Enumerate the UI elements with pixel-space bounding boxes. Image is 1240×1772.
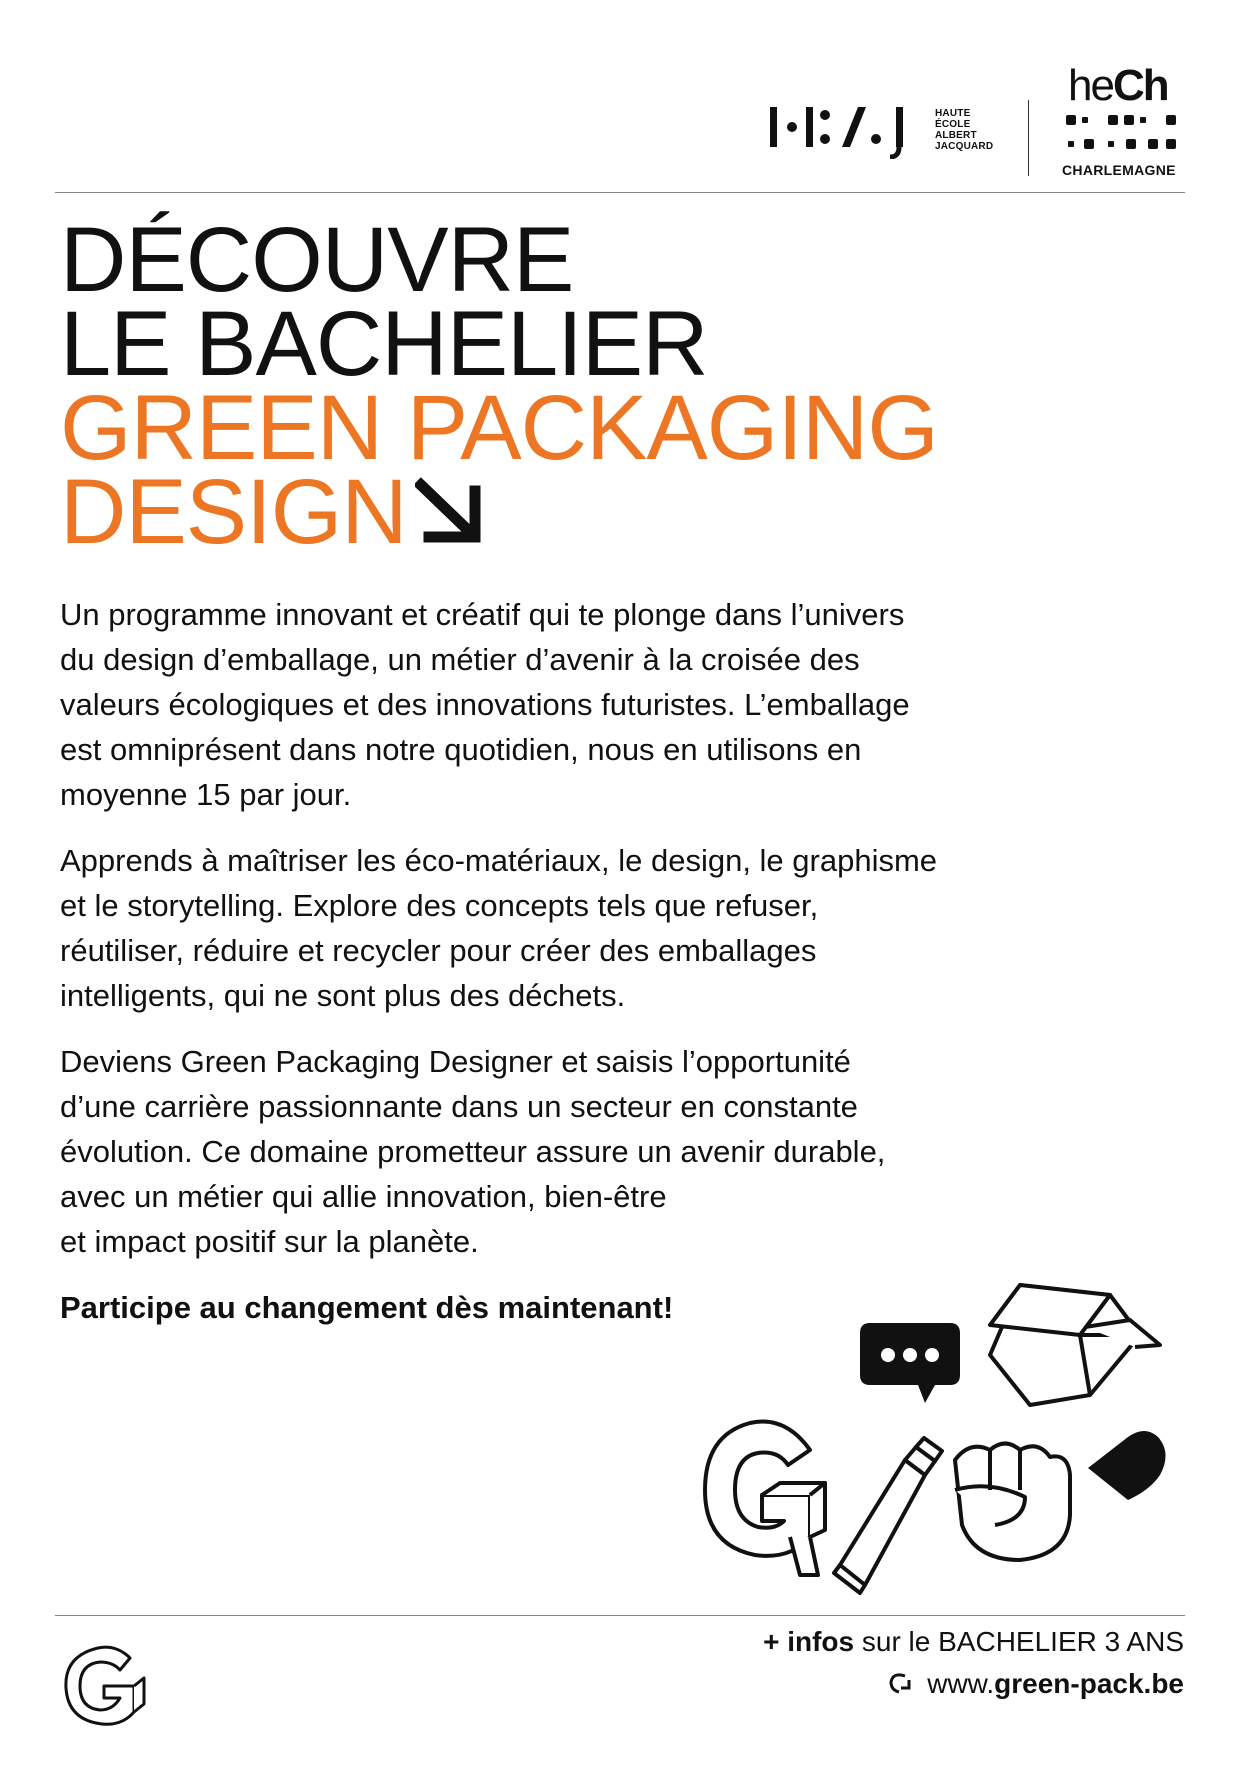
text-line: avec un métier qui allie innovation, bien-être [60,1179,667,1214]
tube-icon [834,1438,942,1593]
footer-infos [763,1626,1184,1658]
text-line: d’une carrière passionnante dans un secteur en constante [60,1089,858,1124]
text-line: du design d’emballage, un métier d’avenir à la croisée des [60,642,860,677]
logo-divider [1028,100,1029,176]
hech-word-he: he [1068,61,1113,110]
hech-dots-mark [1066,115,1184,157]
headline-line-accent: DESIGN [60,461,407,563]
text-line: est omniprésent dans notre quotidien, nous en utilisons en [60,732,862,767]
hech-name: CHARLEMAGNE [1062,162,1176,178]
text-line: et impact positif sur la planète. [60,1224,479,1259]
illustration-group [690,1275,1190,1605]
text-line: réutiliser, réduire et recycler pour créer des emballages [60,933,817,968]
text-line: évolution. Ce domaine prometteur assure un avenir durable, [60,1134,886,1169]
green-pack-g-logo [58,1640,148,1730]
footer-website-link[interactable] [887,1668,1184,1700]
heaj-logo-mark [770,103,925,159]
hech-word-ch: Ch [1112,61,1168,110]
headline-line-design-row [60,461,938,563]
text-line: valeurs écologiques et des innovations futuristes. L’emballage [60,687,910,722]
text-line: et le storytelling. Explore des concepts tels que refuser, [60,888,819,923]
headline-line: DÉCOUVRE [60,209,574,311]
headline-line: LE BACHELIER [60,293,708,395]
call-to-action: Participe au changement dès maintenant! [60,1290,674,1325]
heaj-word: ÉCOLE [935,119,971,130]
body-text [60,592,1190,1351]
arrow-down-right-icon [415,477,485,543]
text-line: moyenne 15 par jour. [60,777,352,812]
headline-line-accent: GREEN PACKAGING [60,377,938,479]
bottom-divider [55,1615,1185,1616]
speech-bubble-icon [860,1323,960,1403]
paragraph-intro [60,592,1190,817]
heaj-word: HAUTE [935,108,971,119]
footer-infos-text: sur le BACHELIER 3 ANS [861,1626,1184,1657]
footer-url-prefix[interactable]: www. [927,1668,995,1699]
footer-infos-bold: + infos [763,1626,855,1657]
top-divider [55,192,1185,193]
paragraph-skills [60,838,1190,1018]
heaj-word: JACQUARD [935,141,994,152]
forward-arrow-icon [887,1670,913,1696]
heaj-word: ALBERT [935,130,977,141]
text-line: Deviens Green Packaging Designer et saisis l’opportunité [60,1044,851,1079]
text-line: Un programme innovant et créatif qui te plonge dans l’univers [60,597,905,632]
heart-icon [1088,1431,1166,1500]
hech-logo [1060,62,1190,182]
page-title [60,209,938,563]
fist-icon [955,1444,1070,1561]
cardboard-box-icon [990,1285,1160,1405]
footer-url-domain[interactable]: green-pack.be [994,1668,1184,1699]
heaj-logo [770,95,1000,165]
text-line: Apprends à maîtriser les éco-matériaux, le design, le graphisme [60,843,938,878]
paragraph-career [60,1039,1190,1264]
text-line: intelligents, qui ne sont plus des déchets. [60,978,626,1013]
g-letter-icon [705,1422,825,1575]
